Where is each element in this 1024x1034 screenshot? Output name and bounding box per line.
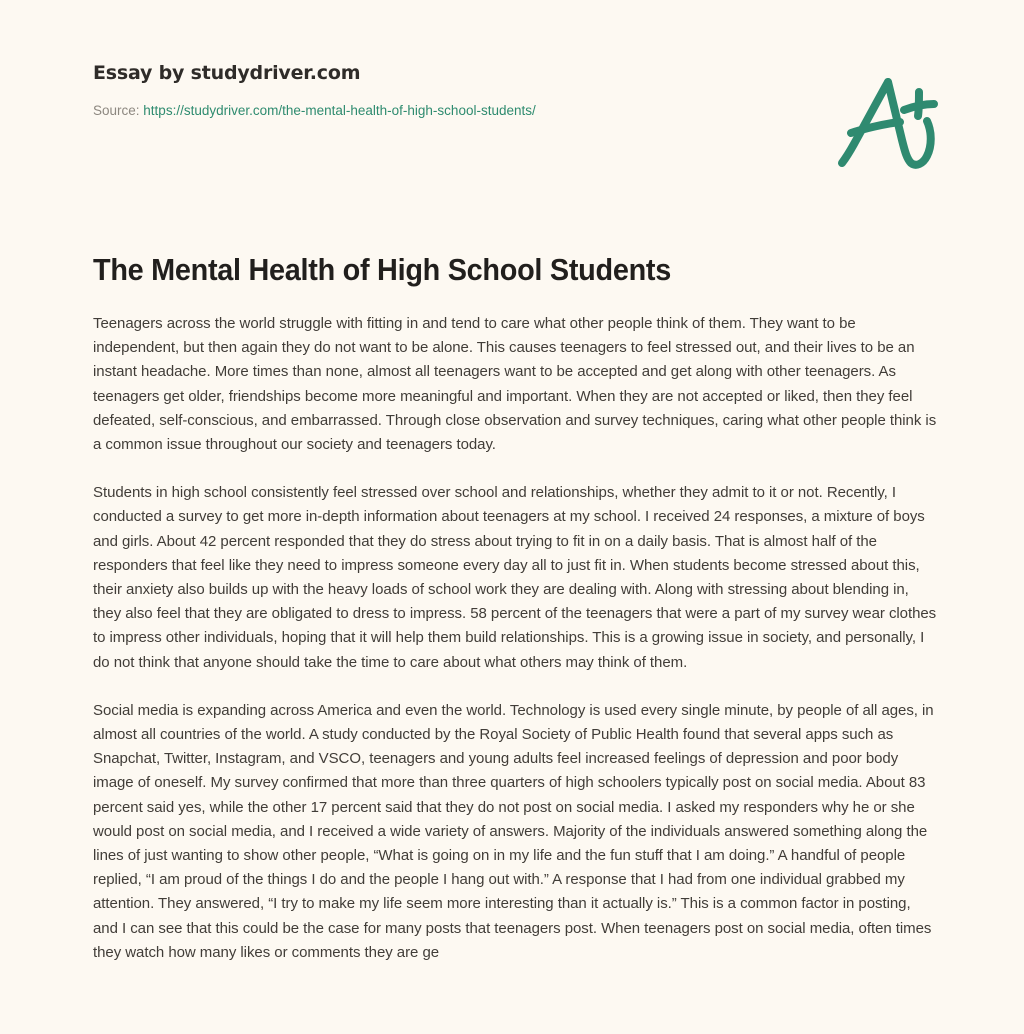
paragraph: Teenagers across the world struggle with fitting in and tend to care what other people think of them. They want to be independent, but then again they do not want to be alone. This causes teenagers to feel stressed out, and their lives to be an instant headache. More times than none, almost all teenagers want to be accepted and get along with other teenagers. As teenagers get older, friendships become more meaningful and important. When they are not accepted or liked, then they feel defeated, self-conscious, and embarrassed. Through close observation and survey techniques, caring what other people think is a common issue throughout our society and teenagers today. (93, 315, 937, 454)
document-header (93, 62, 793, 119)
a-plus-logo-icon (828, 66, 946, 178)
document-body (93, 312, 938, 965)
source-label: Source: (93, 102, 140, 118)
source-url-link[interactable]: https://studydriver.com/the-mental-health-of-high-school-students/ (143, 102, 536, 118)
source-line (93, 102, 793, 120)
a-plus-logo (828, 66, 946, 178)
essay-byline: Essay by studydriver.com (93, 62, 361, 84)
paragraph: Students in high school consistently feel stressed over school and relationships, whether they admit to it or not. Recently, I conducted a survey to get more in-depth information about teenagers at my school. I received 24 responses, a mixture of boys and girls. About 42 percent responded that they do stress about trying to fit in on a daily basis. That is almost half of the responders that feel like they need to impress someone every day all to just fit in. When students become stressed about this, their anxiety also builds up with the heavy loads of school work they are dealing with. Along with stressing about blending in, they also feel that they are obligated to dress to impress. 58 percent of the teenagers that were a part of my survey wear clothes to impress other individuals, hoping that it will help them build relationships. This is a growing issue in society, and personally, I do not think that anyone should take the time to care about what others may think of them. (93, 484, 937, 671)
paragraph: Social media is expanding across America and even the world. Technology is used every single minute, by people of all ages, in almost all countries of the world. A study conducted by the Royal Society of Public Health found that several apps such as Snapchat, Twitter, Instagram, and VSCO, teenagers and young adults feel increased feelings of depression and poor body image of oneself. My survey confirmed that more than three quarters of high schoolers typically post on social media. About 83 percent said yes, while the other 17 percent said that they do not post on social media. I asked my responders why he or she would post on social media, and I received a wide variety of answers. Majority of the individuals answered something along the lines of just wanting to show other people, “What is going on in my life and the fun stuff that I am doing.” A handful of people replied, “I am proud of the things I do and the people I hang out with.” A response that I had from one individual grabbed my attention. They answered, “I try to make my life seem more interesting than it actually is.” This is a common factor in posting, and I can see that this could be the case for many posts that teenagers post. When teenagers post on social media, often times they watch how many likes or comments they are ge (93, 701, 934, 961)
page-title: The Mental Health of High School Students (93, 252, 671, 287)
